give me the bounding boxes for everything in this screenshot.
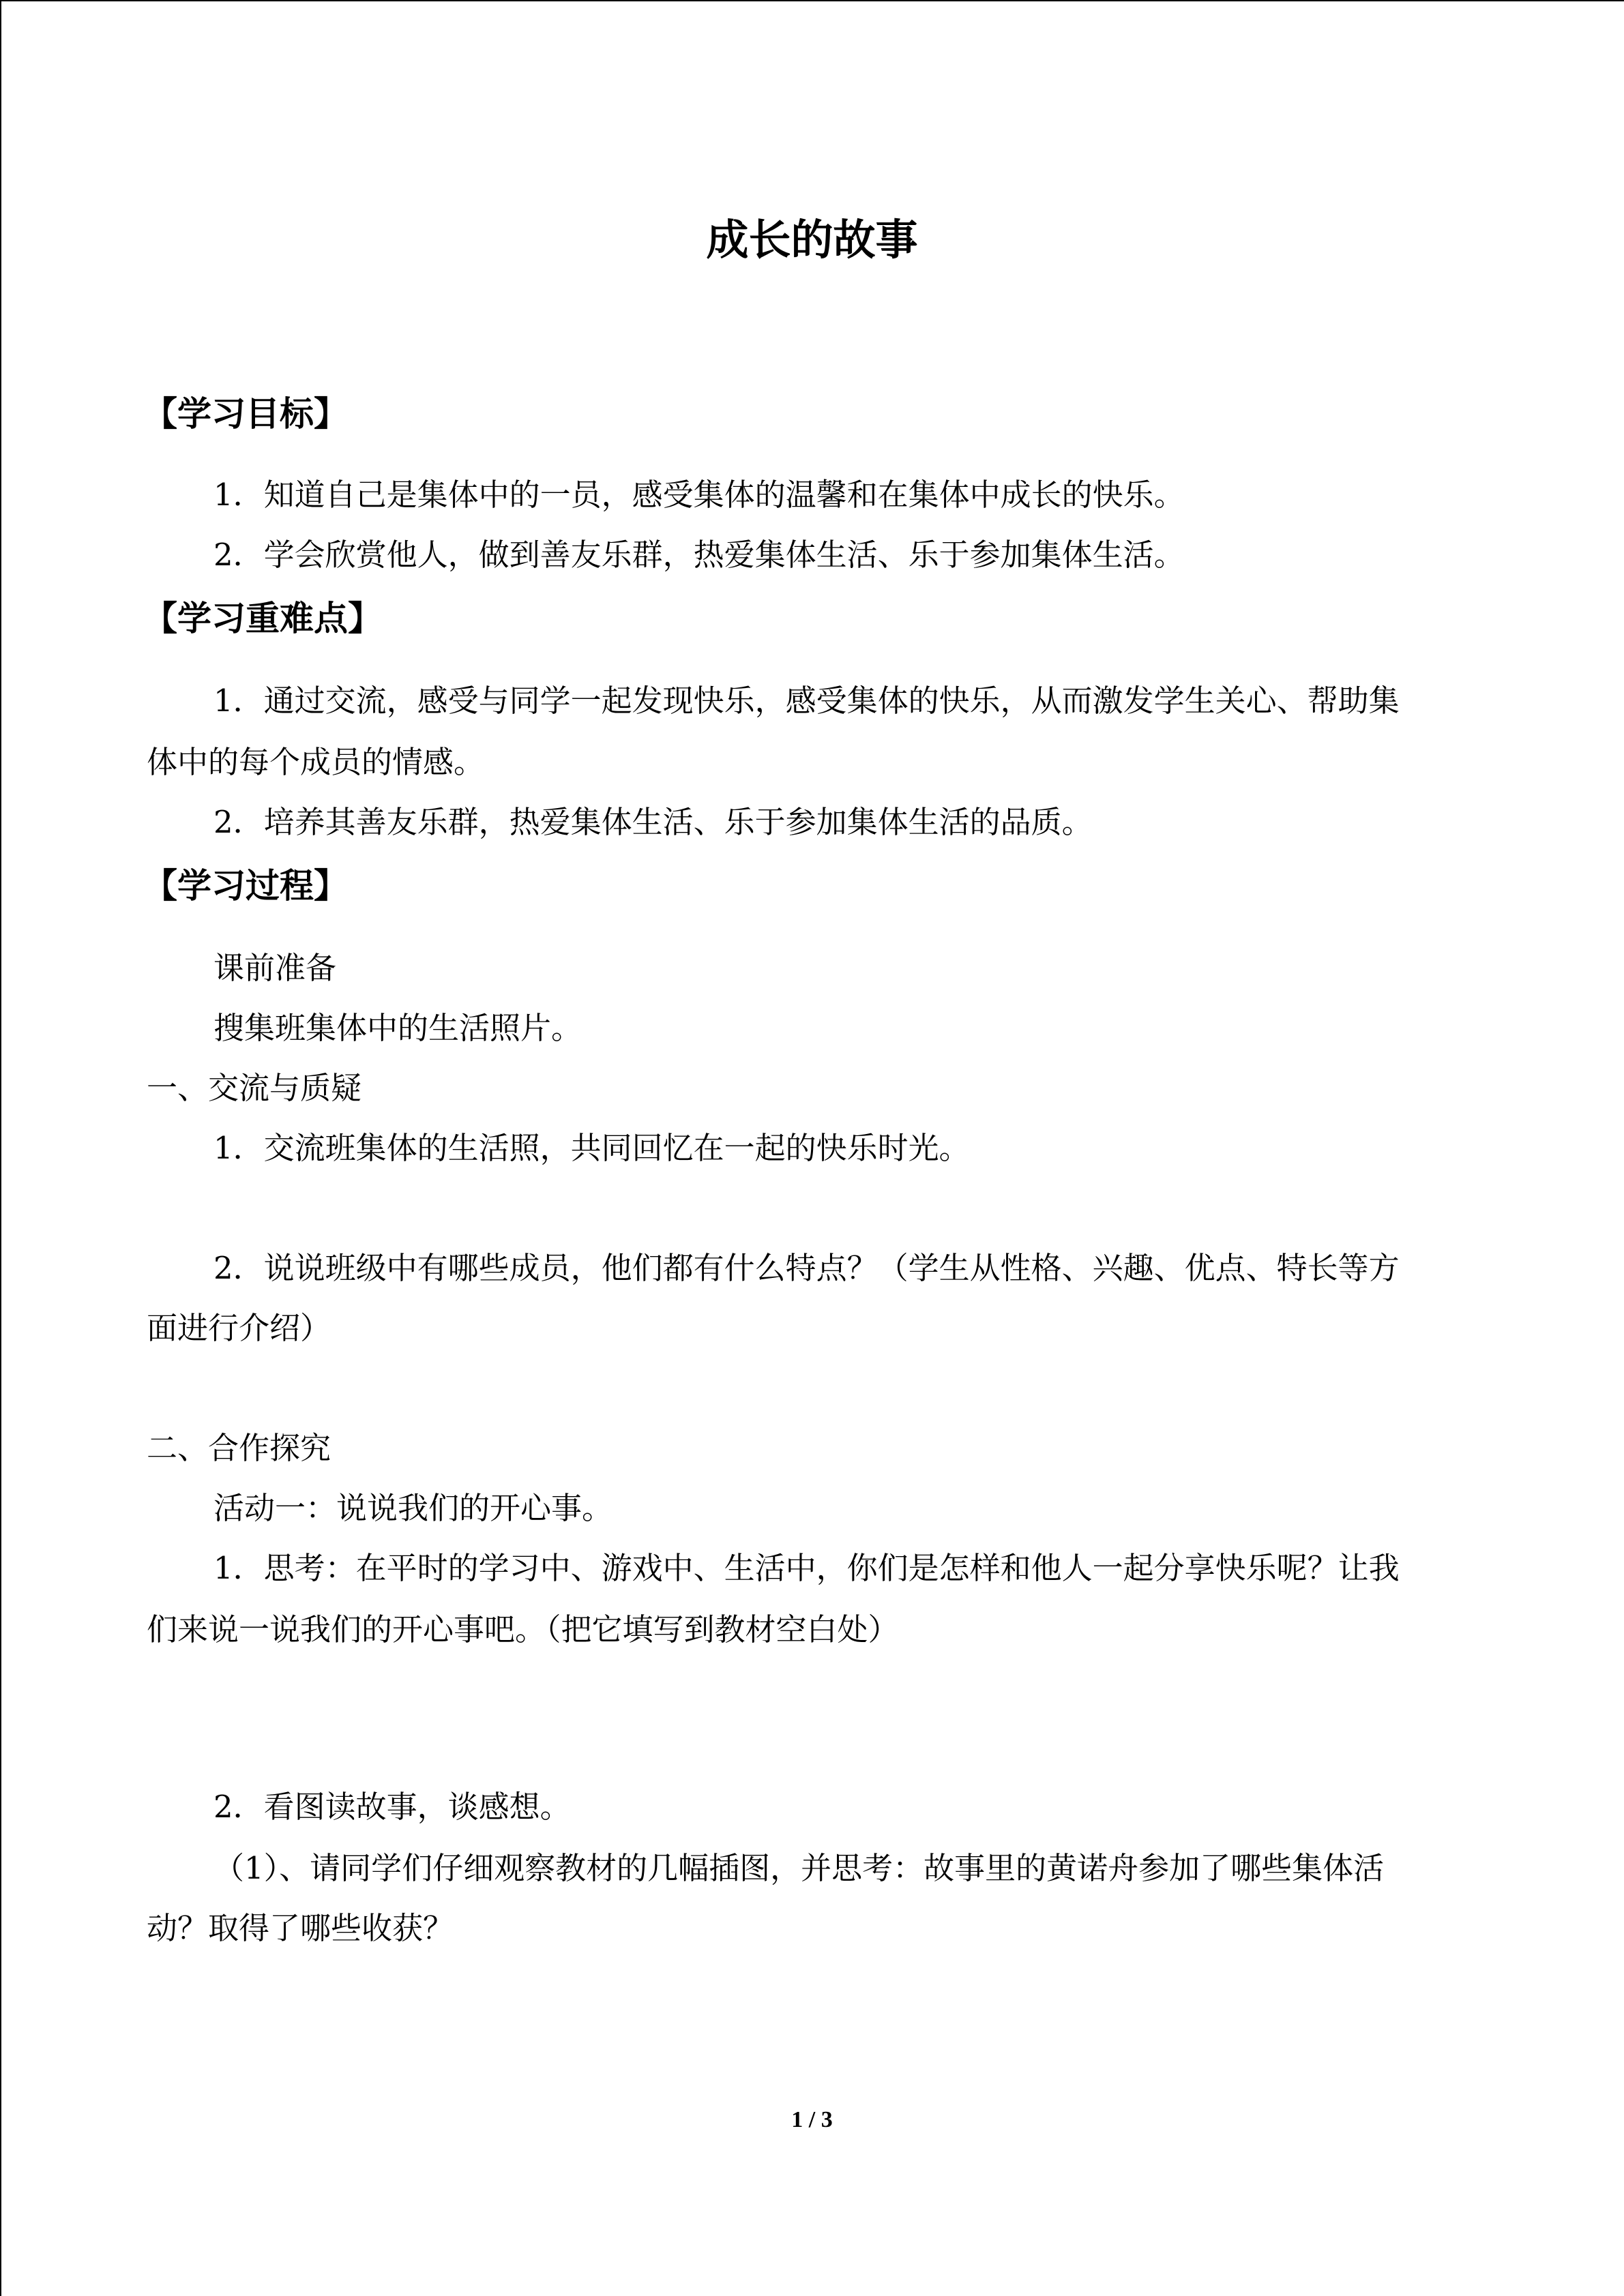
part2-item-1-line-2: 们来说一说我们的开心事吧。（把它填写到教材空白处） [147, 1611, 899, 1648]
part1-item-1: 1．交流班集体的生活照，共同回忆在一起的快乐时光。 [213, 1130, 970, 1166]
part2-item-2: 2．看图读故事，谈感想。 [213, 1789, 571, 1825]
page-number: 1 / 3 [791, 2107, 833, 2132]
key-point-1-line-2: 体中的每个成员的情感。 [147, 744, 485, 780]
part2-title: 二、合作探究 [147, 1430, 331, 1466]
key-point-2: 2．培养其善友乐群，热爱集体生活、乐于参加集体生活的品质。 [213, 804, 1093, 840]
part1-title: 一、交流与质疑 [147, 1070, 362, 1106]
part1-item-2-line-1: 2．说说班级中有哪些成员，他们都有什么特点？（学生从性格、兴趣、优点、特长等方 [213, 1250, 1400, 1286]
key-point-1-line-1: 1．通过交流，感受与同学一起发现快乐，感受集体的快乐，从而激发学生关心、帮助集 [213, 683, 1400, 719]
part2-item-1-line-1: 1．思考：在平时的学习中、游戏中、生活中，你们是怎样和他人一起分享快乐呢？让我 [213, 1550, 1400, 1586]
section-heading-process: 【学习过程】 [143, 866, 348, 906]
part2-sub-1-line-2: 动？取得了哪些收获？ [147, 1910, 454, 1946]
prep-title: 课前准备 [213, 950, 337, 986]
document-title: 成长的故事 [706, 215, 918, 265]
part2-sub-1-line-1: （1）、请同学们仔细观察教材的几幅插图，并思考：故事里的黄诺舟参加了哪些集体活 [213, 1850, 1385, 1886]
prep-text: 搜集班集体中的生活照片。 [213, 1010, 582, 1046]
activity-1: 活动一：说说我们的开心事。 [213, 1490, 613, 1526]
part1-item-2-line-2: 面进行介绍） [147, 1310, 331, 1346]
section-heading-goals: 【学习目标】 [143, 394, 348, 434]
goal-item-2: 2．学会欣赏他人，做到善友乐群，热爱集体生活、乐于参加集体生活。 [213, 537, 1185, 573]
goal-item-1: 1．知道自己是集体中的一员，感受集体的温馨和在集体中成长的快乐。 [213, 477, 1185, 513]
section-heading-key-points: 【学习重难点】 [143, 599, 382, 638]
